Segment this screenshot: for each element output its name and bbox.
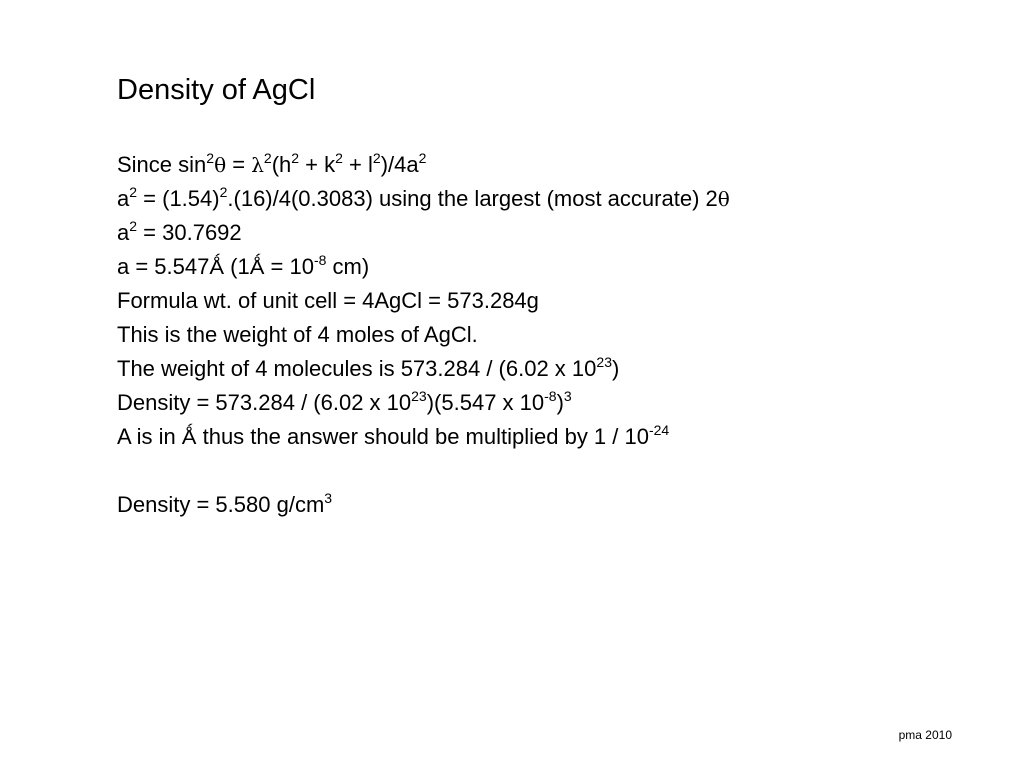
text-segment: Density = 5.580 g/cm — [117, 492, 325, 517]
text-segment: cm) — [326, 254, 370, 279]
text-segment: )(5.547 x 10 — [426, 390, 545, 415]
superscript: 2 — [335, 150, 343, 166]
text-segment: = (1.54) — [137, 186, 220, 211]
text-segment: + k — [299, 152, 336, 177]
equation-bragg-relation — [117, 148, 730, 182]
equation-lattice-constant — [117, 250, 730, 284]
weight-moles-line: This is the weight of 4 moles of AgCl. — [117, 322, 478, 347]
text-segment: .(16)/4(0.3083) using the largest (most accurate) 2 — [227, 186, 718, 211]
superscript: -24 — [648, 422, 670, 438]
superscript: 2 — [129, 184, 138, 200]
equation-a-squared-calc — [117, 182, 730, 216]
superscript: 2 — [418, 150, 427, 166]
spacer — [117, 454, 730, 488]
slide-title: Density of AgCl — [117, 74, 316, 106]
superscript: 2 — [219, 184, 228, 200]
text-segment: a — [117, 186, 130, 211]
text-segment: Density = 573.284 / (6.02 x 10 — [117, 390, 412, 415]
superscript: 3 — [563, 388, 572, 404]
superscript: 2 — [372, 150, 381, 166]
text-segment: ) — [556, 390, 564, 415]
text-segment: a — [117, 220, 130, 245]
theta-symbol: θ — [717, 187, 730, 211]
superscript: 23 — [411, 388, 427, 404]
slide-body — [117, 148, 730, 522]
superscript: 23 — [596, 354, 612, 370]
text-segment: Since sin — [117, 152, 207, 177]
lambda-symbol: λ — [251, 153, 264, 177]
text-segment: a = 5.547Ǻ (1Ǻ = 10 — [117, 254, 314, 279]
unit-conversion-note — [117, 420, 730, 454]
text-segment: = 30.7692 — [137, 220, 242, 245]
text-segment: The weight of 4 molecules is 573.284 / (6.02 x 10 — [117, 356, 597, 381]
superscript: 3 — [324, 490, 333, 506]
equation-a-squared-value — [117, 216, 730, 250]
text-segment: ) — [611, 356, 620, 381]
density-formula-line — [117, 386, 730, 420]
text-segment: = — [226, 152, 252, 177]
superscript: 2 — [291, 150, 300, 166]
text-segment: )/4a — [380, 152, 419, 177]
superscript: -8 — [544, 388, 557, 404]
superscript: 2 — [206, 150, 215, 166]
superscript: -8 — [313, 252, 327, 268]
text-segment: A is in Ǻ thus the answer should be multiplied by 1 / 10 — [117, 424, 649, 449]
superscript: 2 — [263, 150, 272, 166]
text-segment: + l — [342, 152, 373, 177]
theta-symbol: θ — [214, 153, 227, 177]
formula-weight-line: Formula wt. of unit cell = 4AgCl = 573.284g — [117, 288, 539, 313]
superscript: 2 — [129, 218, 138, 234]
weight-molecules-line — [117, 352, 730, 386]
slide-footer: pma 2010 — [898, 728, 952, 742]
text-segment: (h — [271, 152, 292, 177]
density-result-line — [117, 488, 730, 522]
